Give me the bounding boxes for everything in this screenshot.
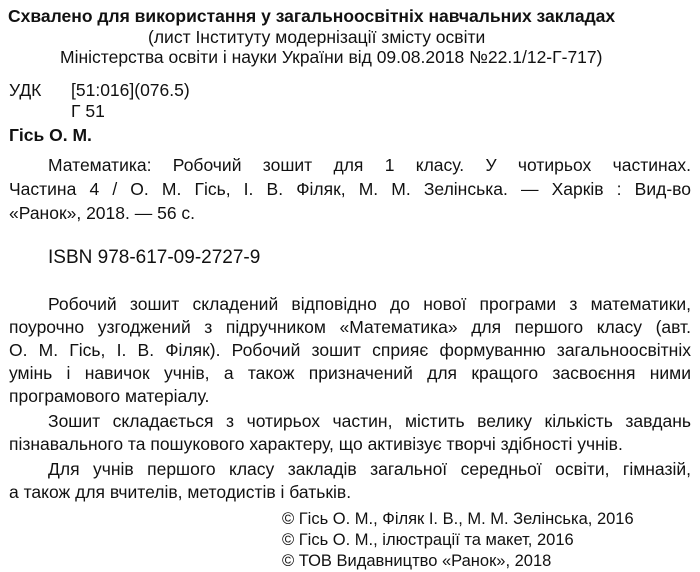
copyright-line-2: © Гісь О. М., ілюстрації та макет, 2016 [282,531,574,549]
approval-ministry: Міністерства освіти і науки України від 09.08.2018 №22.1/12-Г-717) [60,47,603,67]
annotation-p1-line-2: поурочно узгоджений з підручником «Математика» для першого класу (авт. [9,317,691,337]
udk-label: УДК [9,80,42,100]
bibliography-line-3: «Ранок», 2018. — 56 с. [9,203,196,223]
copyright-line-3: © ТОВ Видавництво «Ранок», 2018 [282,552,552,570]
annotation-p2-line-1: Зошит складається з чотирьох частин, містить велику кількість завдань [48,411,691,431]
annotation-p1-line-3: О. М. Гісь, І. В. Філяк). Робочий зошит сприяє формуванню загальноосвітніх [9,340,691,360]
author-heading: Гісь О. М. [9,125,92,145]
annotation-p2-line-2: пізнавального та пошукового характеру, що активізує творчі здібності учнів. [9,434,623,454]
annotation-p1-line-4: умінь і навичок учнів, а також призначений для кращого засвоєння ними [9,363,691,383]
annotation-p3-line-1: Для учнів першого класу закладів загальної середньої освіти, гімназій, [48,459,691,479]
annotation-p1-line-5: програмового матеріалу. [9,386,210,406]
copyright-line-1: © Гісь О. М., Філяк І. В., М. М. Зелінська, 2016 [282,510,634,528]
udk-value: [51:016](076.5) [71,80,190,100]
bibliography-line-1: Математика: Робочий зошит для 1 класу. У чотирьох частинах. [48,155,691,175]
approval-letter: (лист Інституту модернізації змісту освіти [148,27,486,47]
annotation-p1-line-1: Робочий зошит складений відповідно до нової програми з математики, [48,294,691,314]
isbn: ISBN 978-617-09-2727-9 [48,247,261,268]
bibliography-line-2: Частина 4 / О. М. Гісь, І. В. Філяк, М. М. Зелінська. — Харків : Вид-во [9,179,691,199]
approval-title: Схвалено для використання у загальноосвітніх навчальних закладах [8,6,616,26]
author-mark: Г 51 [71,101,105,121]
annotation-p3-line-2: а також для вчителів, методистів і батьків. [9,482,352,502]
